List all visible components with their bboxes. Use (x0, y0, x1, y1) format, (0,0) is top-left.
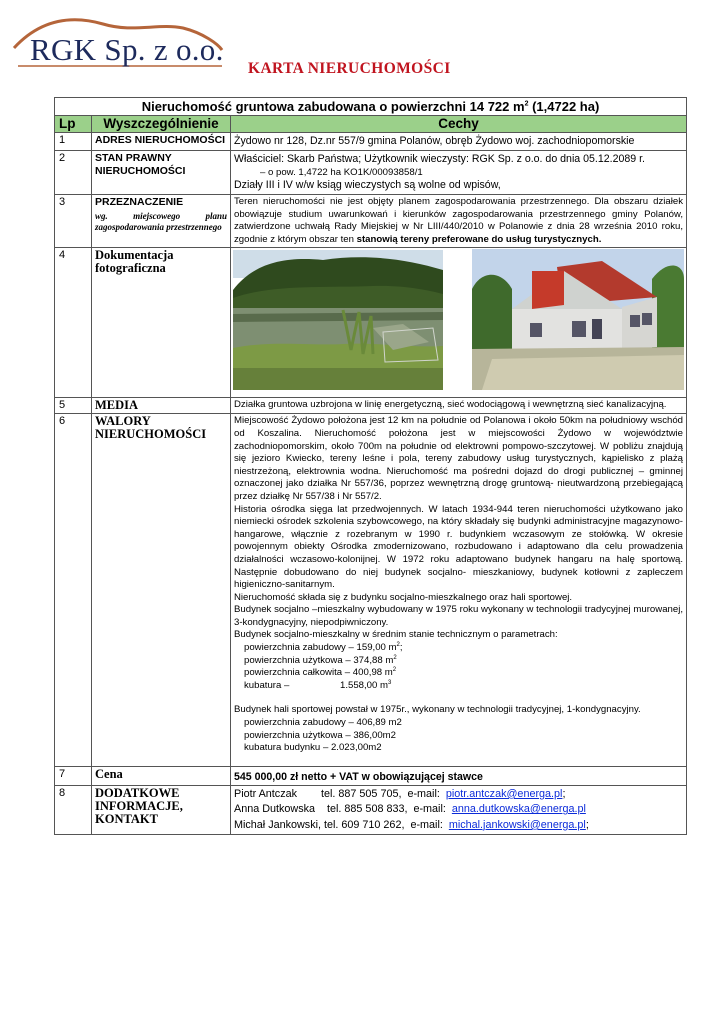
company-logo (8, 8, 228, 74)
row-label-legal-status: STAN PRAWNY NIERUCHOMOŚCI (92, 151, 231, 195)
contact-person: Anna Dutkowska tel. 885 508 833, e-mail: (234, 803, 452, 816)
column-header-row (55, 116, 687, 133)
row-number: 5 (55, 398, 92, 414)
row-number: 6 (55, 414, 92, 766)
contact-end: ; (562, 787, 566, 800)
row-number: 7 (55, 766, 92, 785)
property-title (55, 98, 687, 116)
row-number: 1 (55, 133, 92, 151)
legal-status-value (231, 151, 687, 195)
row-label-purpose (92, 195, 231, 248)
contact-person: Piotr Antczak tel. 887 505 705, e-mail: (234, 787, 446, 800)
param-unit-sup: 2 (393, 654, 397, 661)
property-title-row (55, 98, 687, 116)
table-row (55, 398, 687, 414)
contact-item (234, 802, 683, 818)
purpose-sublabel-rest: zagospodarowania przestrzennego (95, 222, 222, 232)
purpose-value (231, 195, 687, 248)
assets-residential-built-area: powierzchnia zabudowy – 159,00 $m^2$; (244, 641, 403, 654)
address-value: Żydowo nr 128, Dz.nr 557/9 gmina Polanów, obręb Żydowo woj. zachodniopomorskie (231, 133, 687, 151)
assets-paragraph-history: Historia ośrodka sięga lat przedwojennych. W latach 1934-944 teren nieruchomości użytkowano jako niemiecki ośrodek szkolenia szybowcowego, na który składały się budynki administracyjne magazynowo- hangarowe, włącznie z rozebranym w 1990 r. budynkiem wczasowym ze stołówką. W okresie powojennym obiekty Ośrodka zmodernizowano, rozbudowano i adaptowano dla celu prowadzenia działalności wczasowo-kolonijnej. W 1972 roku adaptowano budynek hangaru na halę sportową. Następnie dobudowano do niej budynek socjalno- mieszkaniowy, budynek kotłowni z zapleczem higieniczno-sanitarnym. (234, 503, 684, 591)
purpose-text: Teren nieruchomości nie jest objęty planem zagospodarowania przestrzennego. Dla obszaru działek obowiązuje studium uwarunkowań i kierunków zagospodarowania przestrzennego gminy Polanów, zatwierdzone uchwałą Rady Miejskiej w Nr LIII/440/2010 w Polanowie z dnia 28 września 2010 roku, zgodnie z którym obszar ten (234, 196, 684, 245)
assets-hall-volume: kubatura budynku – 2.023,00m2 (244, 742, 382, 754)
row-number: 4 (55, 248, 92, 398)
param-text: kubatura – 1.558,00 m (244, 679, 388, 691)
legal-status-land-register: – o pow. 1,4722 ha KO1K/00093858/1 (260, 167, 423, 178)
assets-paragraph-residential: Budynek socjalno –mieszkalny wybudowany w 1975 roku wykonany w technologii tradycyjnej murowanej, 3-kondygnacyjny, niepodpiwniczony. (234, 604, 684, 628)
assets-paragraph-composition: Nieruchomość składa się z budynku socjalno-mieszkalnego oraz hali sportowej. (234, 591, 573, 603)
contact-item (234, 787, 683, 803)
purpose-text-bold: stanowią tereny preferowane do usług turystycznych. (356, 233, 602, 245)
table-row (55, 133, 687, 151)
row-number: 8 (55, 785, 92, 835)
property-title-sup: 2 (524, 100, 529, 108)
property-title-text: Nieruchomość gruntowa zabudowana o powierzchni 14 722 m (141, 99, 525, 114)
param-text: powierzchnia użytkowa – 374,88 m (244, 654, 394, 666)
row-number: 3 (55, 195, 92, 248)
row-label-photos: Dokumentacja fotograficzna (92, 248, 231, 398)
row-label-media: MEDIA (92, 398, 231, 414)
table-row (55, 248, 687, 398)
row-label-assets: WALORY NIERUCHOMOŚCI (92, 414, 231, 766)
param-unit-sup: 3 (387, 679, 392, 686)
col-header-features: Cechy (231, 116, 687, 133)
lake-photo (233, 250, 443, 390)
contact-email-link[interactable]: michal.jankowski@energa.pl (448, 818, 586, 831)
row-number: 2 (55, 151, 92, 195)
param-text: powierzchnia całkowita – 400,98 m (244, 667, 393, 679)
assets-paragraph-sports-hall: Budynek hali sportowej powstał w 1975r., wykonany w technologii tradycyjnej, 1-kondygnacyjny. (234, 704, 641, 716)
purpose-sublabel-word: wg. (95, 211, 108, 221)
table-row (55, 195, 687, 248)
logo-text: RGK Sp. z o.o. (30, 32, 224, 67)
param-unit-sup: 2 (392, 667, 397, 674)
purpose-sublabel-line (95, 211, 227, 222)
assets-residential-total-area (234, 667, 683, 680)
assets-residential-params-intro: Budynek socjalno-mieszkalny w średnim stanie technicznym o parametrach: (234, 629, 558, 641)
legal-status-sections: Działy III i IV w/w ksiąg wieczystych są wolne od wpisów, (234, 179, 501, 191)
table-row (55, 785, 687, 835)
purpose-sublabel-word: miejscowego (133, 211, 181, 221)
purpose-label-text: PRZEZNACZENIE (95, 196, 184, 208)
assets-residential-usable-area (234, 655, 683, 668)
param-text: powierzchnia zabudowy – 159,00 m (244, 642, 397, 654)
media-value: Działka gruntowa uzbrojona w linię energetyczną, sieć wodociągową i wewnętrzną sieć kanalizacyjną. (231, 398, 687, 414)
property-card-table (54, 97, 687, 835)
assets-paragraph-location: Miejscowość Żydowo położona jest 12 km na południe od Polanowa i około 50km na południowy wschód od Koszalina. Nieruchomość położona jest w miejscowości Żydowo w województwie zachodniopomorskim, około 700m na południe od elektrowni pompowo-szczytowej. W pobliżu znajdują się jezioro Kwiecko, tereny leśne i pola, tereny zabudowy usług turystycznych, kąpielisko z plażą niestrzeżoną, elektrownia wodna. Nieruchomość ma pośredni dojazd do drogi publicznej – gminnej oznaczonej jako działka Nr 557/36, poprzez wewnętrzną drogę gruntową- nieutwardzoną przebiegającą przez działkę Nr 557/38 i Nr 557/2. (234, 415, 684, 502)
building-photo (472, 249, 684, 390)
param-unit-sup: 2 (396, 641, 400, 648)
price-value: 545 000,00 zł netto + VAT w obowiązującej stawce (231, 766, 687, 785)
table-row (55, 151, 687, 195)
purpose-sublabel (95, 211, 227, 233)
contact-item (234, 818, 683, 834)
contact-person: Michał Jankowski, tel. 609 710 262, e-mail: (234, 818, 449, 831)
document-title: KARTA NIERUCHOMOŚCI (248, 60, 451, 77)
col-header-lp: Lp (55, 116, 92, 133)
col-header-item: Wyszczególnienie (92, 116, 231, 133)
purpose-sublabel-word: planu (205, 211, 227, 221)
legal-status-owner: Właściciel: Skarb Państwa; Użytkownik wieczysty: RGK Sp. z o.o. do dnia 05.12.2089 r. (234, 153, 645, 165)
photo-documentation (231, 248, 687, 398)
contact-email-link[interactable]: piotr.antczak@energa.pl (445, 787, 563, 800)
assets-residential-volume (234, 680, 683, 693)
assets-hall-usable-area: powierzchnia użytkowa – 386,00m2 (244, 729, 396, 741)
contact-email-link[interactable]: anna.dutkowska@energa.pl (451, 803, 586, 816)
contact-end: ; (585, 818, 589, 831)
table-row (55, 766, 687, 785)
row-label-contact: DODATKOWE INFORMACJE, KONTAKT (92, 785, 231, 835)
property-title-area: (1,4722 ha) (528, 99, 600, 114)
table-row (55, 414, 687, 766)
row-label-address: ADRES NIERUCHOMOŚCI (92, 133, 231, 151)
row-label-price: Cena (92, 766, 231, 785)
assets-value (231, 414, 687, 766)
assets-hall-built-area: powierzchnia zabudowy – 406,89 m2 (244, 717, 402, 729)
contact-list (231, 785, 687, 835)
